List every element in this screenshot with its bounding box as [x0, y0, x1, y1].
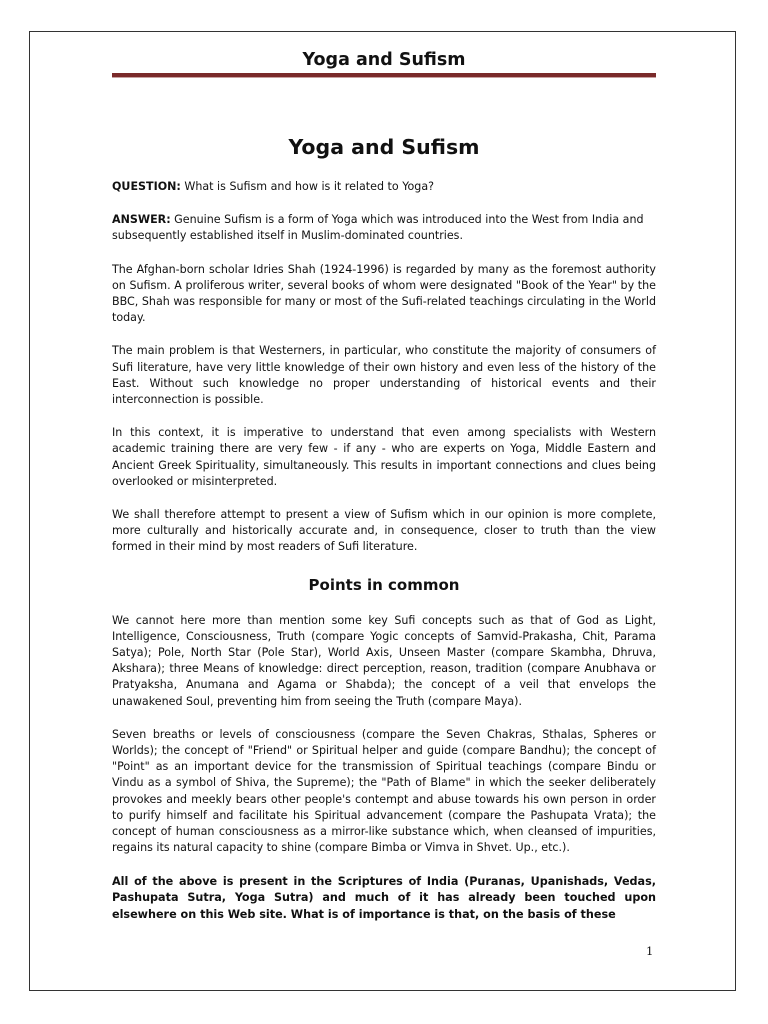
section-heading: Points in common — [308, 575, 460, 594]
answer-paragraph — [112, 212, 656, 244]
section-paragraph-breaths: Seven breaths or levels of consciousness (compare the Seven Chakras, Sthalas, Spheres or Worlds); the concept of "Friend" or Spiritual helper and guide (compare Bandhu); the concept of "Point" as an important device for the transmission of Spiritual teachings (compare Bindu or Vindu as a symbol of Shiva, the Supreme); the "Path of Blame" in which the seeker deliberately provokes and meekly bears other people's contempt and abuse towards his own person in order to purify himself and facilitate his Spiritual advancement (compare the Pashupata Vrata); the concept of human consciousness as a mirror-like substance which, when cleansed of impurities, regains its natural capacity to shine (compare Bimba or Vimva in Shvet. Up., etc.). — [112, 727, 656, 855]
body-paragraph-context: In this context, it is imperative to understand that even among specialists with Western academic training there are very few - if any - who are experts on Yoga, Middle Eastern and Ancient Greek Spirituality, simultaneously. This results in important connections and clues being overlooked or misinterpreted. — [112, 426, 656, 488]
section-paragraph-concepts: We cannot here more than mention some key Sufi concepts such as that of God as Light, Intelligence, Consciousness, Truth (compare Yogic concepts of Samvid-Prakasha, Chit, Parama Satya); Pole, North Star (Pole Star), World Axis, Unseen Master (compare Skambha, Dhruva, Akshara); three Means of knowledge: direct perception, reason, tradition (compare Anubhava or Pratyaksha, Anumana and Agama or Shabda); the concept of a veil that envelops the unawakened Soul, preventing him from seeing the Truth (compare Maya). — [112, 613, 656, 708]
document-title: Yoga and Sufism — [288, 135, 480, 159]
body-paragraph-problem: The main problem is that Westerners, in particular, who constitute the majority of consumers of Sufi literature, have very little knowledge of their own history and even less of the history of the East. Without such knowledge no proper understanding of historical events and their interconnection is possible. — [112, 344, 656, 407]
answer-text: Genuine Sufism is a form of Yoga which was introduced into the West from India and subsequently established itself in Muslim-dominated countries. — [112, 213, 644, 243]
page-number: 1 — [646, 944, 654, 958]
running-header-title: Yoga and Sufism — [302, 50, 466, 70]
header-divider — [112, 73, 656, 78]
document-body — [112, 132, 656, 940]
body-paragraph-shah: The Afghan-born scholar Idries Shah (1924-1996) is regarded by many as the foremost authority on Sufism. A proliferous writer, several books of whom were designated "Book of the Year" by the BBC, Shah was responsible for many or most of the Sufi-related teachings circulating in the World today. — [112, 262, 656, 325]
bold-paragraph: All of the above is present in the Scriptures of India (Puranas, Upanishads, Vedas, Pashupata Sutra, Yoga Sutra) and much of it has already been touched upon elsewhere on this Web site. What is of importance is that, on the basis of these — [112, 874, 656, 921]
question-paragraph — [112, 179, 656, 195]
body-paragraph-view: We shall therefore attempt to present a view of Sufism which in our opinion is more complete, more culturally and historically accurate and, in consequence, closer to truth than the view formed in their mind by most readers of Sufi literature. — [112, 508, 656, 554]
answer-label: ANSWER: — [112, 213, 171, 227]
question-text: What is Sufism and how is it related to Yoga? — [180, 180, 435, 193]
question-label: QUESTION: — [112, 180, 181, 193]
